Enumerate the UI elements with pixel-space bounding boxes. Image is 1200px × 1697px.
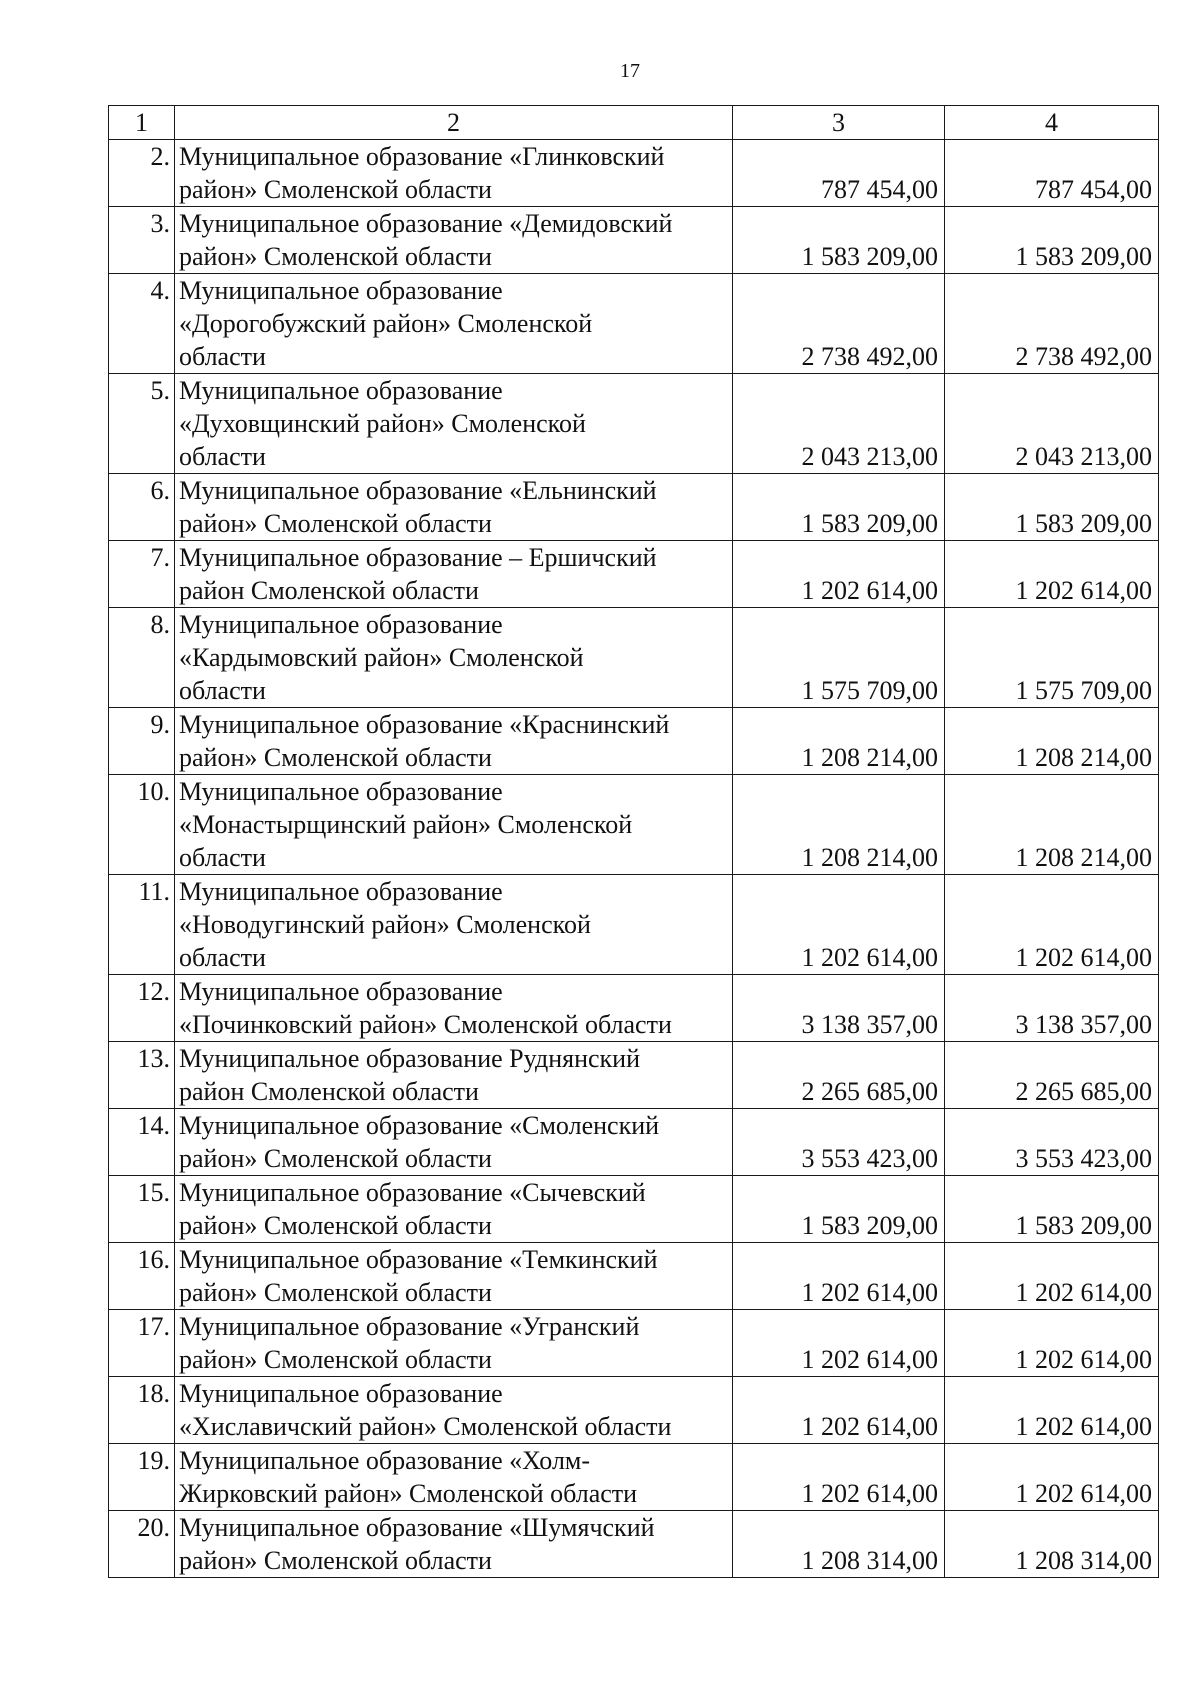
row-number-cell: 4. (109, 274, 175, 374)
amount-col3-cell: 1 202 614,00 (733, 541, 945, 608)
table-row (109, 975, 1159, 1042)
amount-col3-cell: 2 738 492,00 (733, 274, 945, 374)
row-number-cell: 11. (109, 875, 175, 975)
amount-col3-cell: 3 138 357,00 (733, 975, 945, 1042)
row-number-cell: 3. (109, 207, 175, 274)
amount-col3-cell: 1 583 209,00 (733, 1176, 945, 1243)
row-number-cell: 8. (109, 608, 175, 708)
amount-col4-cell: 1 208 214,00 (945, 775, 1159, 875)
page-number: 17 (620, 60, 640, 82)
amount-col3-cell: 1 208 214,00 (733, 775, 945, 875)
table-row (109, 1310, 1159, 1377)
municipality-name-cell: Муниципальное образование «Хиславичский район» Смоленской области (175, 1377, 733, 1444)
amount-col4-cell: 2 043 213,00 (945, 374, 1159, 474)
header-cell-4: 4 (945, 106, 1159, 140)
row-number-cell: 14. (109, 1109, 175, 1176)
table-row (109, 1511, 1159, 1578)
row-number-cell: 10. (109, 775, 175, 875)
amount-col3-cell: 1 202 614,00 (733, 1310, 945, 1377)
row-number-cell: 6. (109, 474, 175, 541)
amount-col4-cell: 1 202 614,00 (945, 541, 1159, 608)
municipality-name-cell: Муниципальное образование «Глинковский район» Смоленской области (175, 140, 733, 207)
amount-col3-cell: 1 202 614,00 (733, 875, 945, 975)
amount-col3-cell: 3 553 423,00 (733, 1109, 945, 1176)
amount-col3-cell: 1 575 709,00 (733, 608, 945, 708)
amount-col4-cell: 1 575 709,00 (945, 608, 1159, 708)
header-cell-3: 3 (733, 106, 945, 140)
amount-col3-cell: 1 583 209,00 (733, 474, 945, 541)
table-row (109, 474, 1159, 541)
row-number-cell: 2. (109, 140, 175, 207)
municipality-name-cell: Муниципальное образование «Починковский район» Смоленской области (175, 975, 733, 1042)
header-row (109, 106, 1159, 140)
table-row (109, 608, 1159, 708)
table-row (109, 541, 1159, 608)
municipality-name-cell: Муниципальное образование «Кардымовский район» Смоленской области (175, 608, 733, 708)
amount-col4-cell: 1 208 214,00 (945, 708, 1159, 775)
amount-col4-cell: 1 583 209,00 (945, 474, 1159, 541)
table-row (109, 708, 1159, 775)
row-number-cell: 19. (109, 1444, 175, 1511)
amount-col3-cell: 1 208 214,00 (733, 708, 945, 775)
amount-col4-cell: 1 202 614,00 (945, 1310, 1159, 1377)
amount-col3-cell: 1 583 209,00 (733, 207, 945, 274)
row-number-cell: 13. (109, 1042, 175, 1109)
municipality-name-cell: Муниципальное образование «Угранский район» Смоленской области (175, 1310, 733, 1377)
table-row (109, 1377, 1159, 1444)
row-number-cell: 9. (109, 708, 175, 775)
municipality-name-cell: Муниципальное образование «Смоленский район» Смоленской области (175, 1109, 733, 1176)
amount-col4-cell: 1 208 314,00 (945, 1511, 1159, 1578)
row-number-cell: 15. (109, 1176, 175, 1243)
header-cell-1: 1 (109, 106, 175, 140)
table-row (109, 140, 1159, 207)
row-number-cell: 20. (109, 1511, 175, 1578)
row-number-cell: 18. (109, 1377, 175, 1444)
amount-col4-cell: 2 738 492,00 (945, 274, 1159, 374)
amount-col4-cell: 1 583 209,00 (945, 1176, 1159, 1243)
table-row (109, 274, 1159, 374)
amount-col4-cell: 1 202 614,00 (945, 1444, 1159, 1511)
table-row (109, 1444, 1159, 1511)
amount-col4-cell: 3 553 423,00 (945, 1109, 1159, 1176)
municipality-name-cell: Муниципальное образование «Сычевский район» Смоленской области (175, 1176, 733, 1243)
amount-col3-cell: 2 265 685,00 (733, 1042, 945, 1109)
municipality-name-cell: Муниципальное образование «Монастырщинский район» Смоленской области (175, 775, 733, 875)
municipality-name-cell: Муниципальное образование «Духовщинский район» Смоленской области (175, 374, 733, 474)
table-row (109, 1109, 1159, 1176)
amount-col4-cell: 787 454,00 (945, 140, 1159, 207)
amount-col4-cell: 1 583 209,00 (945, 207, 1159, 274)
allocation-table (108, 105, 1159, 1578)
table-row (109, 1176, 1159, 1243)
table-row (109, 207, 1159, 274)
header-cell-2: 2 (175, 106, 733, 140)
row-number-cell: 17. (109, 1310, 175, 1377)
municipality-name-cell: Муниципальное образование Руднянский район Смоленской области (175, 1042, 733, 1109)
amount-col4-cell: 1 202 614,00 (945, 1243, 1159, 1310)
row-number-cell: 16. (109, 1243, 175, 1310)
row-number-cell: 7. (109, 541, 175, 608)
table-body (109, 140, 1159, 1578)
municipality-name-cell: Муниципальное образование «Дорогобужский район» Смоленской области (175, 274, 733, 374)
amount-col4-cell: 2 265 685,00 (945, 1042, 1159, 1109)
table-row (109, 1042, 1159, 1109)
amount-col3-cell: 1 202 614,00 (733, 1243, 945, 1310)
table-row (109, 1243, 1159, 1310)
amount-col4-cell: 1 202 614,00 (945, 1377, 1159, 1444)
table-row (109, 775, 1159, 875)
municipality-name-cell: Муниципальное образование «Новодугинский район» Смоленской области (175, 875, 733, 975)
municipality-name-cell: Муниципальное образование «Темкинский район» Смоленской области (175, 1243, 733, 1310)
amount-col4-cell: 3 138 357,00 (945, 975, 1159, 1042)
amount-col3-cell: 1 202 614,00 (733, 1444, 945, 1511)
municipality-name-cell: Муниципальное образование «Шумячский район» Смоленской области (175, 1511, 733, 1578)
table-row (109, 374, 1159, 474)
table-row (109, 875, 1159, 975)
amount-col3-cell: 787 454,00 (733, 140, 945, 207)
row-number-cell: 12. (109, 975, 175, 1042)
amount-col3-cell: 2 043 213,00 (733, 374, 945, 474)
municipality-name-cell: Муниципальное образование «Краснинский район» Смоленской области (175, 708, 733, 775)
amount-col4-cell: 1 202 614,00 (945, 875, 1159, 975)
amount-col3-cell: 1 202 614,00 (733, 1377, 945, 1444)
row-number-cell: 5. (109, 374, 175, 474)
municipality-name-cell: Муниципальное образование «Холм- Жирковский район» Смоленской области (175, 1444, 733, 1511)
municipality-name-cell: Муниципальное образование «Ельнинский район» Смоленской области (175, 474, 733, 541)
municipality-name-cell: Муниципальное образование «Демидовский район» Смоленской области (175, 207, 733, 274)
municipality-name-cell: Муниципальное образование – Ершичский район Смоленской области (175, 541, 733, 608)
amount-col3-cell: 1 208 314,00 (733, 1511, 945, 1578)
